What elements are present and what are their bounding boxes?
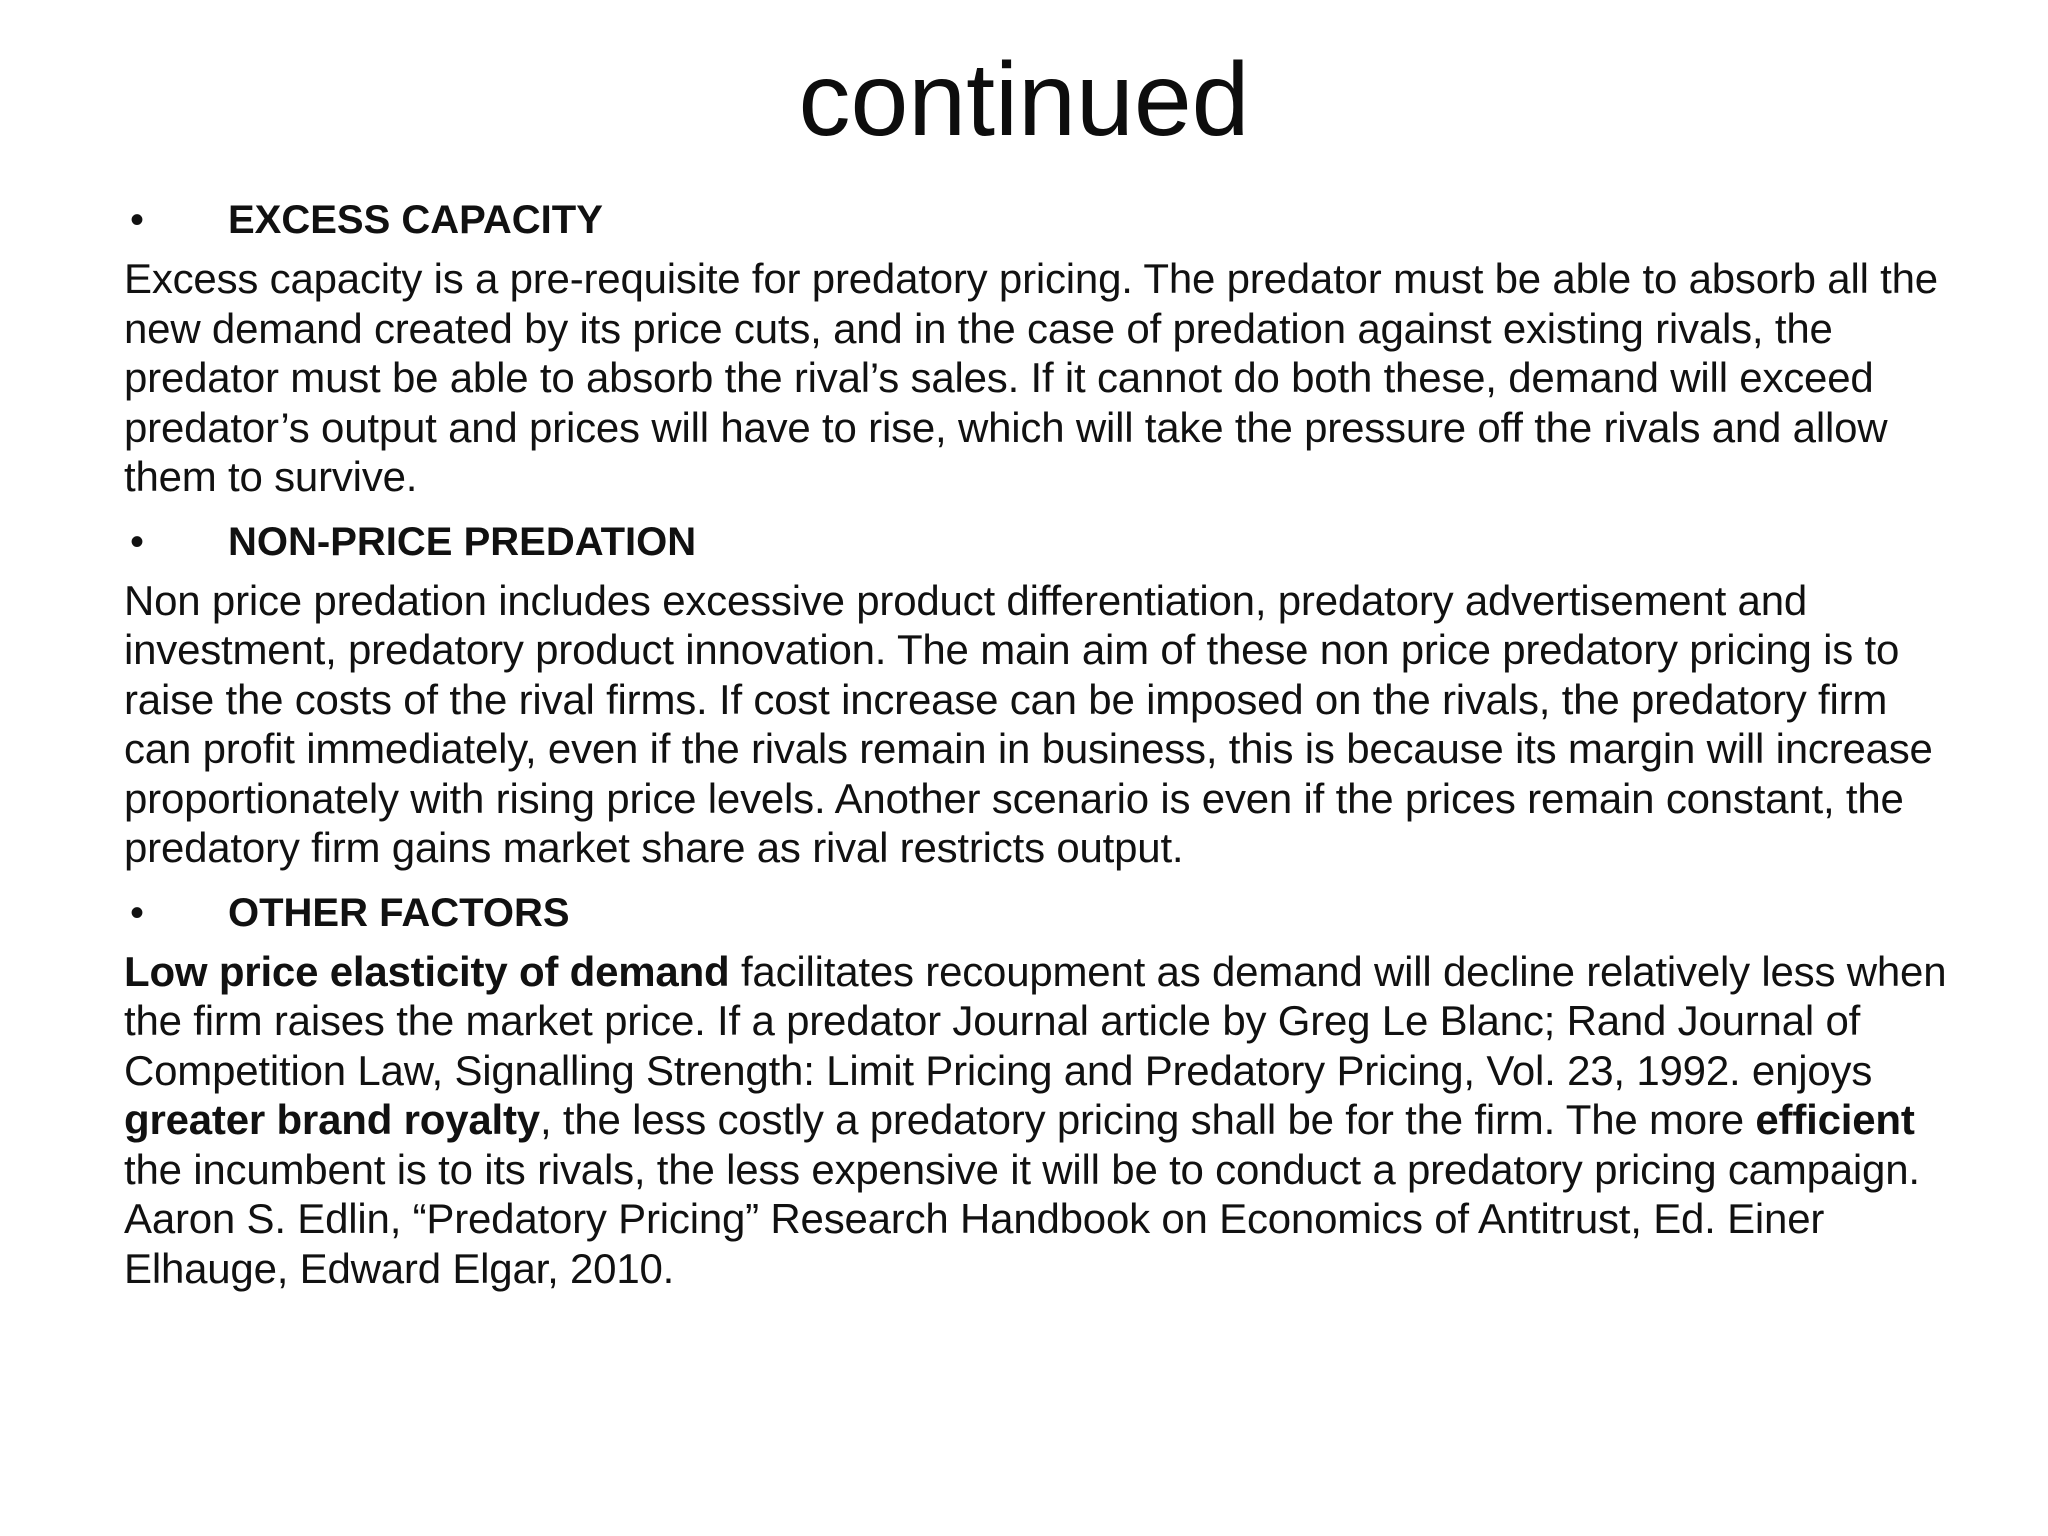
paragraph-other-factors bbox=[124, 947, 1954, 1294]
text-run: the incumbent is to its rivals, the less expensive it will be to conduct a predatory pricing campaign. Aaron S. Edlin, “Predatory Pricing” Research Handbook on Economics of Antitrust, Ed. Einer Elhauge, Edward Elgar, 2010. bbox=[124, 1145, 1920, 1292]
heading-text: EXCESS CAPACITY bbox=[228, 198, 603, 242]
paragraph-excess-capacity: Excess capacity is a pre-requisite for predatory pricing. The predator must be able to absorb all the new demand created by its price cuts, and in the case of predation against existing rivals, the predator must be able to absorb the rival’s sales. If it cannot do both these, demand will exceed predator’s output and prices will have to rise, which will take the pressure off the rivals and allow them to survive. bbox=[124, 255, 1938, 500]
text-run: facilitates recoupment as demand will decline relatively less when the firm raises the market price. If a predator Journal article by Greg Le Blanc; Rand Journal of Competition Law, Signalling Strength: Limit Pricing and Predatory Pricing, Vol. 23, 1992. enjoys bbox=[124, 947, 1947, 1094]
bold-run: Low price elasticity of demand bbox=[124, 947, 730, 995]
bullet-icon: • bbox=[130, 519, 145, 564]
heading-text: NON-PRICE PREDATION bbox=[228, 519, 697, 564]
paragraph-non-price-predation: Non price predation includes excessive product differentiation, predatory advertisement and investment, predatory product innovation. The main aim of these non price predatory pricing is to raise the costs of the rival firms. If cost increase can be imposed on the rivals, the predatory firm can profit immediately, even if the rivals remain in business, this is because its margin will increase proportionately with rising price levels. Another scenario is even if the prices remain constant, the predatory firm gains market share as rival restricts output. bbox=[124, 576, 1933, 871]
heading-text: OTHER FACTORS bbox=[228, 890, 570, 935]
slide-title: continued bbox=[798, 42, 1250, 158]
slide-content bbox=[124, 190, 1954, 1303]
bold-run: greater brand royalty bbox=[124, 1096, 540, 1143]
bullet-icon: • bbox=[130, 198, 145, 242]
bullet-icon: • bbox=[130, 890, 145, 935]
text-run: , the less costly a predatory pricing shall be for the firm. The more bbox=[539, 1096, 1756, 1143]
bold-run: efficient bbox=[1755, 1096, 1915, 1143]
section-heading-other-factors bbox=[124, 883, 1954, 943]
section-heading-excess-capacity bbox=[124, 190, 1954, 250]
section-heading-non-price-predation bbox=[124, 512, 1954, 572]
